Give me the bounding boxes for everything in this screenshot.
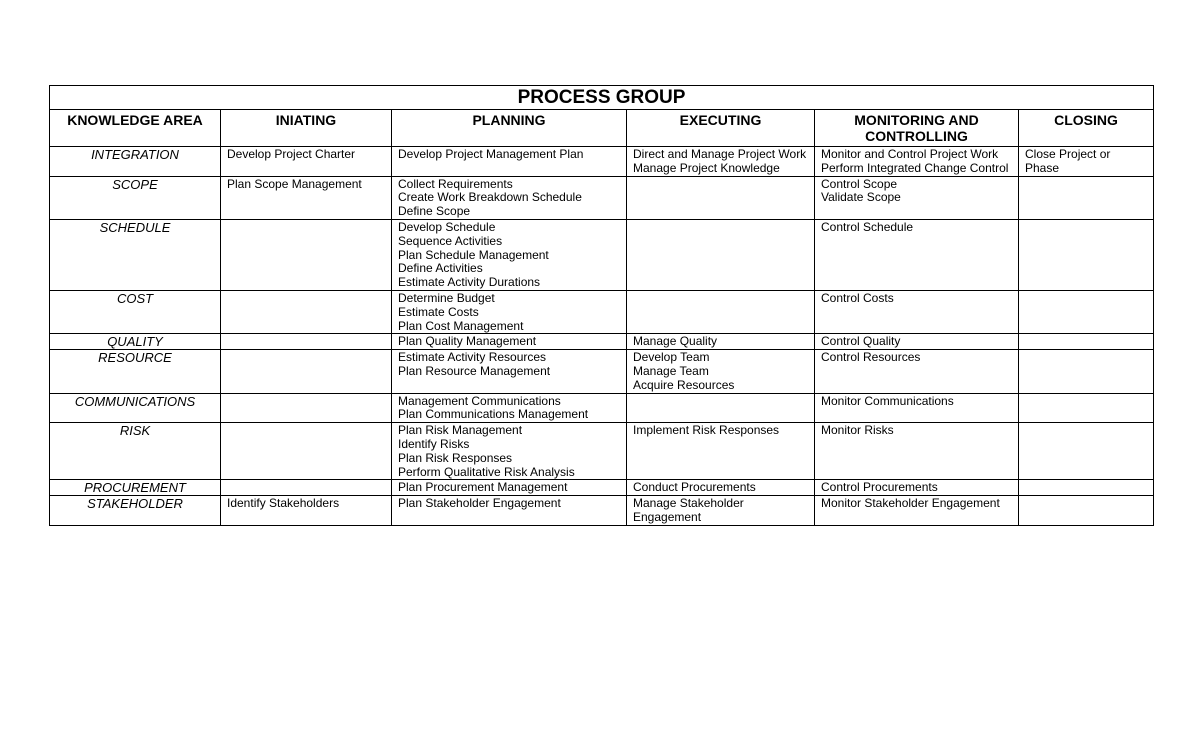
header-knowledge-area: KNOWLEDGE AREA xyxy=(50,110,221,147)
process-item: Implement Risk Responses xyxy=(633,423,780,438)
process-item: Develop Team xyxy=(633,350,710,365)
initiating-cell xyxy=(221,147,392,177)
process-item: Plan Risk Management xyxy=(398,423,523,438)
table-row xyxy=(50,147,1154,177)
knowledge-area-cell: RISK xyxy=(50,423,221,480)
process-item: Validate Scope xyxy=(821,190,901,205)
initiating-cell xyxy=(221,480,392,496)
process-item: Determine Budget xyxy=(398,290,495,305)
closing-cell xyxy=(1019,423,1154,480)
process-item: Plan Scope Management xyxy=(227,176,362,191)
process-item: Management Communications xyxy=(398,393,561,408)
process-item: Estimate Activity Resources xyxy=(398,350,547,365)
process-item: Monitor Risks xyxy=(821,423,894,438)
closing-cell xyxy=(1019,480,1154,496)
closing-cell xyxy=(1019,147,1154,177)
initiating-cell xyxy=(221,219,392,290)
planning-cell xyxy=(392,496,627,526)
header-planning: PLANNING xyxy=(392,110,627,147)
planning-cell xyxy=(392,176,627,219)
executing-cell xyxy=(627,176,815,219)
process-item: Estimate Costs xyxy=(398,304,479,319)
process-item: Control Quality xyxy=(821,334,901,349)
monitoring-cell xyxy=(815,290,1019,333)
process-item: Manage Team xyxy=(633,363,709,378)
process-item: Collect Requirements xyxy=(398,176,513,191)
monitoring-cell xyxy=(815,176,1019,219)
closing-cell xyxy=(1019,496,1154,526)
process-item: Define Scope xyxy=(398,204,471,219)
closing-cell xyxy=(1019,350,1154,393)
process-item: Perform Integrated Change Control xyxy=(821,160,1009,175)
knowledge-area-cell: COST xyxy=(50,290,221,333)
process-item: Estimate Activity Durations xyxy=(398,275,541,290)
process-item: Control Schedule xyxy=(821,219,914,234)
process-item: Control Scope xyxy=(821,176,898,191)
planning-cell xyxy=(392,219,627,290)
knowledge-area-cell: SCHEDULE xyxy=(50,219,221,290)
process-item: Monitor Communications xyxy=(821,393,954,408)
planning-cell xyxy=(392,290,627,333)
table-row xyxy=(50,290,1154,333)
table-row xyxy=(50,350,1154,393)
process-item: Plan Resource Management xyxy=(398,363,551,378)
monitoring-cell xyxy=(815,350,1019,393)
executing-cell xyxy=(627,147,815,177)
initiating-cell xyxy=(221,393,392,423)
process-item: Perform Qualitative Risk Analysis xyxy=(398,464,575,479)
executing-cell xyxy=(627,219,815,290)
process-item: Manage Project Knowledge xyxy=(633,160,780,175)
closing-cell xyxy=(1019,393,1154,423)
planning-cell xyxy=(392,350,627,393)
initiating-cell xyxy=(221,290,392,333)
knowledge-area-cell: SCOPE xyxy=(50,176,221,219)
process-item: Develop Schedule xyxy=(398,219,496,234)
planning-cell xyxy=(392,147,627,177)
initiating-cell xyxy=(221,423,392,480)
knowledge-area-cell: COMMUNICATIONS xyxy=(50,393,221,423)
table-row xyxy=(50,496,1154,526)
process-item: Monitor Stakeholder Engagement xyxy=(821,496,1000,511)
process-item: Conduct Procurements xyxy=(633,480,756,495)
process-item: Close Project or Phase xyxy=(1025,147,1111,175)
process-item: Plan Risk Responses xyxy=(398,450,513,465)
knowledge-area-cell: STAKEHOLDER xyxy=(50,496,221,526)
process-item: Plan Communications Management xyxy=(398,407,589,422)
initiating-cell xyxy=(221,350,392,393)
process-item: Control Procurements xyxy=(821,480,938,495)
knowledge-area-cell: QUALITY xyxy=(50,334,221,350)
process-item: Plan Stakeholder Engagement xyxy=(398,496,561,511)
closing-cell xyxy=(1019,219,1154,290)
process-item: Plan Quality Management xyxy=(398,334,537,349)
process-item: Define Activities xyxy=(398,261,483,276)
executing-cell xyxy=(627,423,815,480)
planning-cell xyxy=(392,334,627,350)
executing-cell xyxy=(627,334,815,350)
process-item: Develop Project Management Plan xyxy=(398,147,584,161)
knowledge-area-cell: PROCUREMENT xyxy=(50,480,221,496)
table-row xyxy=(50,219,1154,290)
monitoring-cell xyxy=(815,393,1019,423)
process-item: Plan Procurement Management xyxy=(398,480,568,495)
process-item: Acquire Resources xyxy=(633,377,735,392)
monitoring-cell xyxy=(815,423,1019,480)
process-item: Develop Project Charter xyxy=(227,147,356,161)
executing-cell xyxy=(627,496,815,526)
process-item: Manage Quality xyxy=(633,334,718,349)
header-row xyxy=(50,110,1154,147)
process-item: Monitor and Control Project Work xyxy=(821,147,999,161)
table-row xyxy=(50,480,1154,496)
planning-cell xyxy=(392,393,627,423)
knowledge-area-cell: RESOURCE xyxy=(50,350,221,393)
planning-cell xyxy=(392,423,627,480)
process-item: Identify Risks xyxy=(398,436,470,451)
executing-cell xyxy=(627,480,815,496)
table-row xyxy=(50,393,1154,423)
table-row xyxy=(50,423,1154,480)
table-title: PROCESS GROUP xyxy=(50,86,1154,110)
executing-cell xyxy=(627,290,815,333)
initiating-cell xyxy=(221,496,392,526)
monitoring-cell xyxy=(815,480,1019,496)
executing-cell xyxy=(627,350,815,393)
initiating-cell xyxy=(221,334,392,350)
executing-cell xyxy=(627,393,815,423)
table-row xyxy=(50,176,1154,219)
process-item: Plan Cost Management xyxy=(398,318,524,333)
closing-cell xyxy=(1019,334,1154,350)
process-item: Identify Stakeholders xyxy=(227,496,340,511)
header-executing: EXECUTING xyxy=(627,110,815,147)
monitoring-cell xyxy=(815,334,1019,350)
process-group-table xyxy=(49,85,1154,526)
header-monitoring-controlling: MONITORING AND CONTROLLING xyxy=(815,110,1019,147)
table-body xyxy=(50,147,1154,526)
closing-cell xyxy=(1019,290,1154,333)
initiating-cell xyxy=(221,176,392,219)
process-item: Sequence Activities xyxy=(398,233,503,248)
process-item: Manage Stakeholder Engagement xyxy=(633,496,744,524)
header-closing: CLOSING xyxy=(1019,110,1154,147)
closing-cell xyxy=(1019,176,1154,219)
knowledge-area-cell: INTEGRATION xyxy=(50,147,221,177)
table-row xyxy=(50,334,1154,350)
process-item: Create Work Breakdown Schedule xyxy=(398,190,582,205)
monitoring-cell xyxy=(815,496,1019,526)
process-item: Plan Schedule Management xyxy=(398,247,549,262)
planning-cell xyxy=(392,480,627,496)
process-item: Direct and Manage Project Work xyxy=(633,147,807,161)
monitoring-cell xyxy=(815,219,1019,290)
process-group-document xyxy=(49,85,1153,526)
process-item: Control Costs xyxy=(821,290,894,305)
process-item: Control Resources xyxy=(821,350,921,365)
header-initiating: INIATING xyxy=(221,110,392,147)
monitoring-cell xyxy=(815,147,1019,177)
